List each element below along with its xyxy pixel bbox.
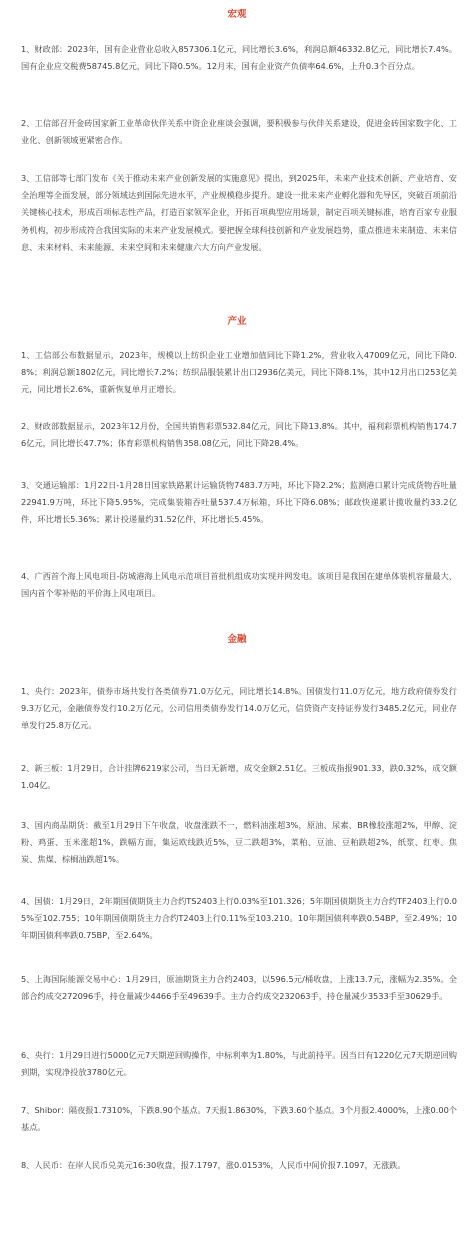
- finance-item-7: 7、Shibor：隔夜报1.7310%，下跌8.90个基点。7天报1.8630%，下跌3.60个基点。3个月报2.4000%，上涨0.00个基点。: [21, 1105, 457, 1133]
- industry-item-3: 3、交通运输部：1月22日-1月28日国家铁路累计运输货物7483.7万吨，环比下降2.2%；监测港口累计完成货物吞吐量22941.9万吨，环比下降5.95%，完成集装箱吞吐量537.4万标箱，环比下降6.08%；邮政快递累计揽收量约33.2亿件，环比增长5.36%；累计投递量约31.52亿件，环比增长5.45%。: [21, 480, 457, 525]
- finance-item-1: 1、央行：2023年，债券市场共发行各类债券71.0万亿元，同比增长14.8%。国债发行11.0万亿元，地方政府债券发行9.3万亿元，金融债券发行10.2万亿元，公司信用类债券发行14.0万亿元，信贷资产支持证券发行3485.2亿元，同业存单发行25.8万亿元。: [21, 686, 457, 731]
- section-title-finance: 金融: [227, 634, 247, 645]
- macro-item-3: 3、工信部等七部门发布《关于推动未来产业创新发展的实施意见》提出，到2025年，未来产业技术创新、产业培育、安全治理等全面发展，部分领域达到国际先进水平，产业规模稳步提升。建设一批未来产业孵化器和先导区，突破百项前沿关键核心技术，形成百项标志性产品，打造百家领军企业，开拓百项典型应用场景，制定百项关键标准，培育百家专业服务机构，初步形成符合我国实际的未来产业发展模式。要把握全球科技创新和产业发展趋势，重点推进未来制造、未来信息、未来材料、未来能源、未来空间和未来健康六大方向产业发展。: [21, 173, 457, 252]
- finance-item-3: 3、国内商品期货：截至1月29日下午收盘，收盘涨跌不一，燃料油涨超3%，原油、尿素、BR橡胶涨超2%，甲醇、淀粉、鸡蛋、玉米涨超1%，跌幅方面，集运欧线跌近5%，豆二跌超3%，菜粕、豆油、豆粕跌超2%，纸浆、红枣、焦炭、焦煤、棕榈油跌超1%。: [21, 820, 457, 865]
- industry-item-4: 4、广西首个海上风电项目-防城港海上风电示范项目首批机组成功实现并网发电。该项目是我国在建单体装机容量最大、国内首个零补贴的平价海上风电项目。: [21, 571, 457, 599]
- industry-item-2: 2、财政部数据显示，2023年12月份，全国共销售彩票532.84亿元，同比下降13.8%。其中，福利彩票机构销售174.76亿元，同比增长47.7%；体育彩票机构销售358.08亿元，同比下降28.4%。: [21, 421, 457, 449]
- finance-item-2: 2、新三板：1月29日，合计挂牌6219家公司，当日无新增，成交金额2.51亿。三板成指报901.33，跌0.32%，成交额1.04亿。: [21, 763, 457, 791]
- industry-item-1: 1、工信部公布数据显示，2023年，规模以上纺织企业工业增加值同比下降1.2%，营业收入47009亿元，同比下降0.8%；利润总额1802亿元，同比增长7.2%；纺织品服装累计出口2936亿美元，同比下降8.1%，其中12月出口253亿美元，同比增长2.6%，重新恢复单月正增长。: [21, 350, 457, 395]
- finance-item-5: 5、上海国际能源交易中心：1月29日，原油期货主力合约2403，以596.5元/桶收盘，上涨13.7元，涨幅为2.35%。全部合约成交272096手，持仓量减少4466手至49639手。主力合约成交232063手，持仓量减少3533手至30629手。: [21, 974, 457, 1002]
- macro-item-2: 2、工信部召开金砖国家新工业革命伙伴关系中资企业座谈会强调，要积极参与伙伴关系建设，促进金砖国家数字化、工业化、创新领域更紧密合作。: [21, 118, 457, 146]
- finance-item-4: 4、国债：1月29日，2年期国债期货主力合约TS2403上行0.03%至101.326；5年期国债期货主力合约TF2403上行0.05%至102.755；10年期国债期货主力合约T2403上行0.11%至103.210。10年期国债利率跌0.54BP，至2.49%；10年期国债利率跌0.75BP，至2.64%。: [21, 896, 457, 941]
- finance-item-6: 6、央行：1月29日进行5000亿元7天期逆回购操作，中标利率为1.80%，与此前持平。因当日有1220亿元7天期逆回购到期，实现净投放3780亿元。: [21, 1050, 457, 1078]
- macro-item-1: 1、财政部：2023年，国有企业营业总收入857306.1亿元，同比增长3.6%，利润总额46332.8亿元，同比增长7.4%。国有企业应交税费58745.8亿元，同比下降0.5%。12月末，国有企业资产负债率64.6%，上升0.3个百分点。: [21, 44, 457, 72]
- finance-item-8: 8、人民币：在岸人民币兑美元16:30收盘，报7.1797，涨0.0153%，人民币中间价报7.1097，无涨跌。: [21, 1160, 406, 1170]
- section-title-industry: 产业: [227, 316, 247, 327]
- section-title-macro: 宏观: [227, 9, 247, 20]
